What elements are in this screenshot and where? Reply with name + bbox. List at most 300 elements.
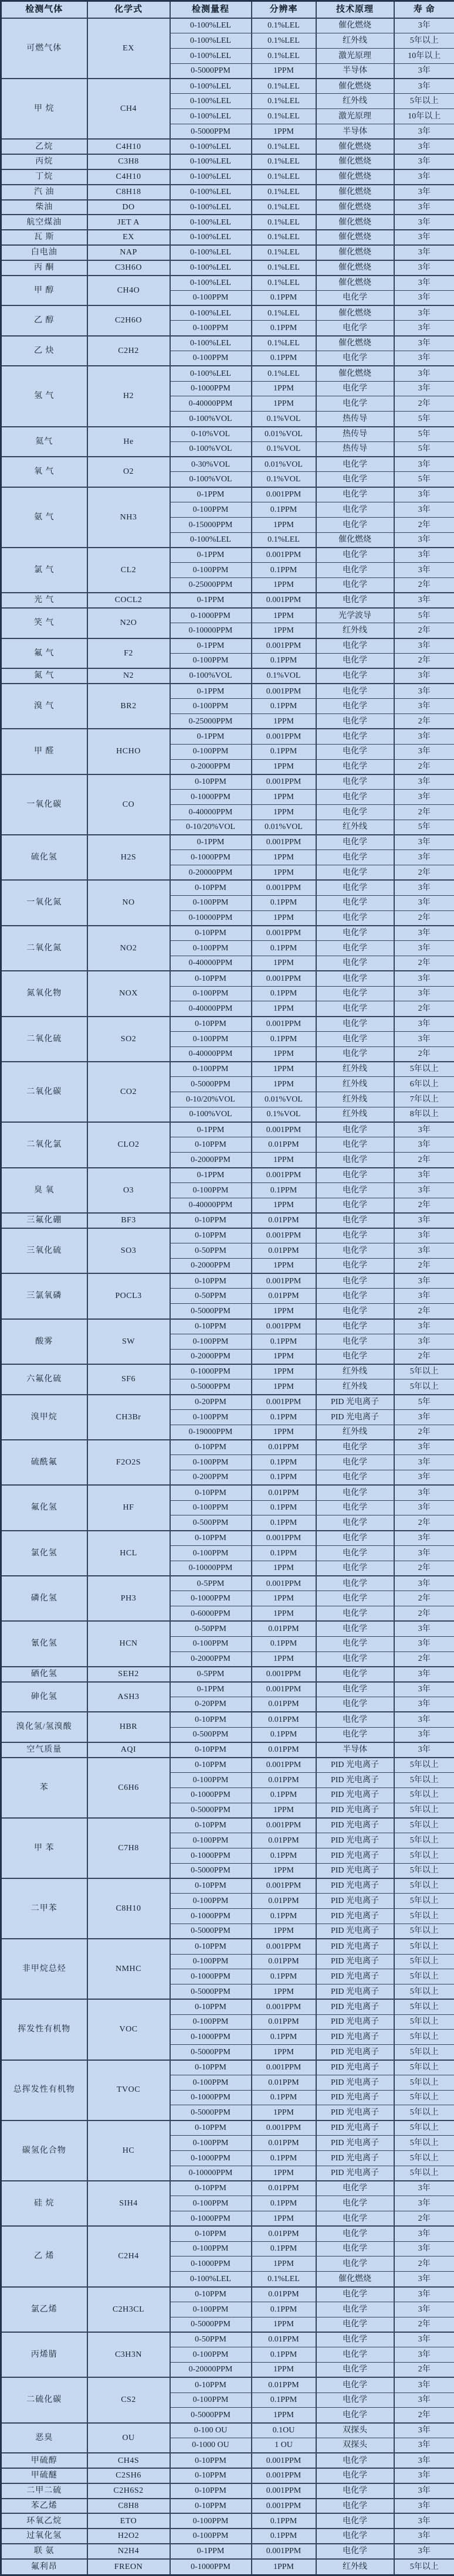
header-resolution: 分辨率 [252, 1, 316, 19]
cell-principle: PID 光电离子 [316, 1409, 394, 1425]
cell-range: 0-5000PPM [170, 1304, 252, 1319]
cell-resolution: 0.1PPM [252, 1787, 316, 1803]
cell-lifespan: 3年 [394, 381, 454, 396]
cell-lifespan: 3年 [394, 245, 454, 260]
cell-resolution: 0.1PPM [252, 2196, 316, 2211]
cell-resolution: 0.001PPM [252, 1667, 316, 1682]
cell-principle: 电化学 [316, 1500, 394, 1515]
cell-principle: 电化学 [316, 895, 394, 910]
cell-range: 0-1PPM [170, 1168, 252, 1183]
cell-chemical-formula: He [87, 427, 170, 457]
table-row [1, 2181, 454, 2196]
cell-chemical-formula: POCL3 [87, 1273, 170, 1318]
cell-principle: 电化学 [316, 2483, 394, 2499]
table-row [1, 366, 454, 381]
cell-chemical-formula: CO2 [87, 1062, 170, 1122]
table-row [1, 2332, 454, 2347]
cell-resolution: 1PPM [252, 1258, 316, 1273]
cell-principle: PID 光电离子 [316, 1803, 394, 1818]
cell-chemical-formula: CS2 [87, 2377, 170, 2422]
cell-lifespan: 2年 [394, 2408, 454, 2423]
cell-range: 0-100PPM [170, 2014, 252, 2030]
cell-range: 0-40000PPM [170, 396, 252, 412]
cell-resolution: 1PPM [252, 714, 316, 729]
cell-lifespan: 5年以上 [394, 2014, 454, 2030]
cell-principle: PID 光电离子 [316, 1395, 394, 1410]
cell-lifespan: 5年以上 [394, 2045, 454, 2060]
cell-principle: 催化燃烧 [316, 366, 394, 381]
cell-principle: 红外线 [316, 1425, 394, 1440]
cell-range: 0-10PPM [170, 1939, 252, 1954]
cell-lifespan: 3年 [394, 63, 454, 79]
cell-range: 0-100PPM [170, 986, 252, 1001]
cell-gas-name: 乙 炔 [1, 336, 87, 366]
cell-gas-name: 挥发性有机物 [1, 1999, 87, 2060]
cell-principle: PID 光电离子 [316, 2030, 394, 2045]
cell-chemical-formula: C7H8 [87, 1818, 170, 1878]
cell-principle: 电化学 [316, 2241, 394, 2256]
cell-chemical-formula: CH4O [87, 276, 170, 306]
cell-range: 0-100%LEL [170, 245, 252, 260]
cell-resolution: 0.001PPM [252, 1999, 316, 2014]
cell-range: 0-10PPM [170, 971, 252, 986]
cell-resolution: 0.1%LEL [252, 169, 316, 185]
table-row [1, 2468, 454, 2483]
cell-resolution: 0.001PPM [252, 548, 316, 563]
cell-principle: PID 光电离子 [316, 1848, 394, 1863]
cell-lifespan: 5年以上 [394, 94, 454, 109]
cell-principle: 电化学 [316, 577, 394, 593]
cell-resolution: 0.01PPM [252, 1243, 316, 1259]
cell-resolution: 1PPM [252, 1591, 316, 1606]
cell-principle: 电化学 [316, 2317, 394, 2332]
cell-lifespan: 3年 [394, 2287, 454, 2302]
cell-lifespan: 3年 [394, 336, 454, 351]
cell-principle: 电化学 [316, 548, 394, 563]
cell-principle: 红外线 [316, 623, 394, 638]
cell-principle: 电化学 [316, 986, 394, 1001]
cell-resolution: 0.1%LEL [252, 109, 316, 124]
cell-lifespan: 3年 [394, 850, 454, 865]
cell-range: 0-25000PPM [170, 714, 252, 729]
cell-principle: 热传导 [316, 441, 394, 457]
cell-lifespan: 2年 [394, 1349, 454, 1364]
cell-lifespan: 5年 [394, 1395, 454, 1410]
cell-resolution: 0.1%LEL [252, 185, 316, 200]
cell-resolution: 1PPM [252, 63, 316, 79]
cell-lifespan: 2年 [394, 2317, 454, 2332]
cell-principle: 电化学 [316, 2196, 394, 2211]
cell-principle: PID 光电离子 [316, 1863, 394, 1878]
cell-resolution: 0.1PPM [252, 1334, 316, 1349]
cell-range: 0-10PPM [170, 1319, 252, 1334]
cell-resolution: 0.1PPM [252, 699, 316, 714]
table-row [1, 336, 454, 351]
cell-lifespan: 3年 [394, 154, 454, 169]
cell-range: 0-10PPM [170, 2483, 252, 2499]
cell-lifespan: 3年 [394, 1455, 454, 1470]
cell-resolution: 0.01PPM [252, 1697, 316, 1712]
cell-principle: PID 光电离子 [316, 2150, 394, 2166]
cell-range: 0-2000PPM [170, 1651, 252, 1667]
cell-chemical-formula: C8H18 [87, 185, 170, 200]
cell-principle: 电化学 [316, 396, 394, 412]
table-row [1, 260, 454, 276]
cell-lifespan: 5年 [394, 427, 454, 442]
cell-principle: 电化学 [316, 2408, 394, 2423]
table-row [1, 638, 454, 654]
cell-principle: 电化学 [316, 1304, 394, 1319]
cell-range: 0-500PPM [170, 1515, 252, 1531]
cell-chemical-formula: ETO [87, 2513, 170, 2529]
cell-lifespan: 3年 [394, 638, 454, 654]
cell-gas-name: 乙 烯 [1, 2226, 87, 2286]
cell-lifespan: 3年 [394, 1485, 454, 1500]
cell-resolution: 1PPM [252, 1304, 316, 1319]
cell-lifespan: 2年 [394, 1561, 454, 1576]
cell-resolution: 1 OU [252, 2438, 316, 2453]
cell-range: 0-100PPM [170, 1031, 252, 1046]
cell-resolution: 1PPM [252, 623, 316, 638]
cell-chemical-formula: SEH2 [87, 1667, 170, 1682]
cell-gas-name: 氟化氢 [1, 1485, 87, 1530]
cell-resolution: 0.001PPM [252, 1576, 316, 1591]
cell-range: 0-5000PPM [170, 1077, 252, 1092]
cell-gas-name: 二氧化氮 [1, 926, 87, 971]
cell-principle: 催化燃烧 [316, 185, 394, 200]
cell-chemical-formula: CH4 [87, 79, 170, 139]
cell-principle: PID 光电离子 [316, 1787, 394, 1803]
cell-principle: 电化学 [316, 699, 394, 714]
cell-range: 0-40000PPM [170, 804, 252, 820]
table-row [1, 200, 454, 215]
cell-lifespan: 2年 [394, 1304, 454, 1319]
cell-chemical-formula: SIH4 [87, 2181, 170, 2226]
cell-lifespan: 5年以上 [394, 1909, 454, 1924]
cell-resolution: 0.1%LEL [252, 366, 316, 381]
table-row [1, 2499, 454, 2514]
cell-principle: 电化学 [316, 1001, 394, 1017]
cell-resolution: 0.1PPM [252, 653, 316, 668]
cell-range: 0-1000PPM [170, 2090, 252, 2105]
cell-chemical-formula: CH3Br [87, 1395, 170, 1440]
cell-principle: PID 光电离子 [316, 2045, 394, 2060]
cell-lifespan: 2年 [394, 865, 454, 881]
cell-gas-name: 二甲二硫 [1, 2483, 87, 2499]
cell-range: 0-20000PPM [170, 2363, 252, 2378]
cell-principle: 电化学 [316, 1228, 394, 1243]
cell-range: 0-100PPM [170, 1954, 252, 1969]
cell-chemical-formula: EX [87, 18, 170, 79]
cell-gas-name: 氦气 [1, 427, 87, 457]
cell-range: 0-100PPM [170, 2196, 252, 2211]
cell-range: 0-10PPM [170, 2181, 252, 2196]
cell-principle: 电化学 [316, 2302, 394, 2317]
cell-lifespan: 3年 [394, 276, 454, 291]
cell-chemical-formula: N2O [87, 608, 170, 638]
cell-principle: 电化学 [316, 1712, 394, 1727]
cell-lifespan: 3年 [394, 532, 454, 548]
cell-range: 0-2000PPM [170, 1153, 252, 1168]
cell-principle: 电化学 [316, 971, 394, 986]
cell-principle: 电化学 [316, 1485, 394, 1500]
cell-range: 0-100%LEL [170, 154, 252, 169]
cell-resolution: 0.01PPM [252, 2014, 316, 2030]
cell-gas-name: 臭 氧 [1, 1168, 87, 1213]
cell-lifespan: 3年 [394, 1168, 454, 1183]
cell-chemical-formula: H2 [87, 366, 170, 426]
cell-principle: 光学波导 [316, 608, 394, 623]
cell-principle: 电化学 [316, 1137, 394, 1153]
cell-resolution: 1PPM [252, 1364, 316, 1379]
cell-lifespan: 3年 [394, 260, 454, 276]
cell-lifespan: 3年 [394, 2377, 454, 2393]
cell-resolution: 0.01%VOL [252, 820, 316, 835]
cell-resolution: 1PPM [252, 2211, 316, 2227]
cell-resolution: 0.1%VOL [252, 441, 316, 457]
cell-range: 0-100%LEL [170, 336, 252, 351]
cell-principle: PID 光电离子 [316, 1939, 394, 1954]
cell-resolution: 0.1PPM [252, 1031, 316, 1046]
cell-principle: 电化学 [316, 351, 394, 366]
cell-gas-name: 溴化氢/氢溴酸 [1, 1712, 87, 1742]
cell-gas-name: 硫酰氟 [1, 1440, 87, 1485]
cell-resolution: 0.1%LEL [252, 2272, 316, 2287]
cell-principle: 电化学 [316, 1470, 394, 1486]
table-row [1, 185, 454, 200]
cell-resolution: 0.1%LEL [252, 18, 316, 33]
cell-lifespan: 3年 [394, 230, 454, 245]
cell-range: 0-10000PPM [170, 2166, 252, 2181]
cell-resolution: 1PPM [252, 1803, 316, 1818]
cell-lifespan: 2年 [394, 1606, 454, 1622]
cell-range: 0-10PPM [170, 1137, 252, 1153]
cell-principle: 电化学 [316, 1455, 394, 1470]
cell-resolution: 0.01PPM [252, 2075, 316, 2090]
cell-resolution: 0.1%LEL [252, 532, 316, 548]
cell-lifespan: 3年 [394, 215, 454, 230]
table-row [1, 2453, 454, 2468]
cell-lifespan: 3年 [394, 1182, 454, 1198]
cell-gas-name: 氟利昂 [1, 2559, 87, 2575]
cell-resolution: 1PPM [252, 1153, 316, 1168]
cell-principle: PID 光电离子 [316, 2136, 394, 2151]
cell-resolution: 0.1PPM [252, 2030, 316, 2045]
cell-gas-name: 丙烯腈 [1, 2332, 87, 2377]
cell-range: 0-10PPM [170, 2287, 252, 2302]
cell-range: 0-10PPM [170, 2499, 252, 2514]
table-row [1, 427, 454, 442]
cell-gas-name: 氯乙烯 [1, 2287, 87, 2332]
cell-range: 0-100%VOL [170, 412, 252, 427]
cell-lifespan: 5年 [394, 608, 454, 623]
cell-range: 0-100%LEL [170, 49, 252, 64]
cell-resolution: 0.001PPM [252, 774, 316, 790]
cell-range: 0-100%LEL [170, 305, 252, 321]
cell-range: 0-5000PPM [170, 2045, 252, 2060]
table-row [1, 835, 454, 850]
cell-gas-name: 一氧化碳 [1, 774, 87, 835]
cell-resolution: 0.1%LEL [252, 154, 316, 169]
cell-principle: 催化燃烧 [316, 260, 394, 276]
cell-resolution: 0.001PPM [252, 593, 316, 608]
cell-resolution: 0.1PPM [252, 2347, 316, 2363]
cell-principle: 电化学 [316, 926, 394, 941]
cell-principle: 电化学 [316, 880, 394, 895]
cell-gas-name: 苯 [1, 1758, 87, 1818]
cell-resolution: 1PPM [252, 2317, 316, 2332]
cell-range: 0-10PPM [170, 1213, 252, 1228]
cell-chemical-formula: H2S [87, 835, 170, 880]
cell-range: 0-30%VOL [170, 457, 252, 472]
cell-lifespan: 5年 [394, 820, 454, 835]
cell-principle: 催化燃烧 [316, 336, 394, 351]
cell-gas-name: 硫化氢 [1, 835, 87, 880]
cell-lifespan: 3年 [394, 774, 454, 790]
cell-principle: 电化学 [316, 2499, 394, 2514]
cell-range: 0-15000PPM [170, 517, 252, 532]
cell-principle: 激光原理 [316, 49, 394, 64]
cell-range: 0-20PPM [170, 1697, 252, 1712]
cell-range: 0-2000PPM [170, 1258, 252, 1273]
cell-chemical-formula: O2 [87, 457, 170, 487]
cell-principle: 催化燃烧 [316, 18, 394, 33]
cell-range: 0-40000PPM [170, 1046, 252, 1062]
cell-principle: 电化学 [316, 1213, 394, 1228]
cell-lifespan: 2年 [394, 1651, 454, 1667]
cell-principle: 电化学 [316, 804, 394, 820]
cell-lifespan: 3年 [394, 2393, 454, 2408]
cell-gas-name: 甲硫醇 [1, 2453, 87, 2468]
cell-resolution: 0.1%LEL [252, 245, 316, 260]
cell-lifespan: 3年 [394, 2226, 454, 2241]
cell-principle: 电化学 [316, 1515, 394, 1531]
cell-chemical-formula: HCHO [87, 729, 170, 774]
table-row [1, 154, 454, 169]
cell-chemical-formula: F2 [87, 638, 170, 669]
table-row [1, 593, 454, 608]
table-row [1, 1621, 454, 1636]
cell-principle: 催化燃烧 [316, 276, 394, 291]
cell-principle: 电化学 [316, 1182, 394, 1198]
cell-range: 0-10000PPM [170, 1561, 252, 1576]
cell-lifespan: 5年以上 [394, 1062, 454, 1077]
cell-range: 0-1PPM [170, 487, 252, 502]
cell-lifespan: 5年以上 [394, 1894, 454, 1909]
cell-principle: 电化学 [316, 2529, 394, 2544]
table-row [1, 2513, 454, 2529]
cell-principle: 电化学 [316, 759, 394, 774]
cell-resolution: 0.1PPM [252, 290, 316, 305]
cell-range: 0-10PPM [170, 774, 252, 790]
table-row [1, 608, 454, 623]
cell-resolution: 1PPM [252, 865, 316, 881]
cell-lifespan: 3年 [394, 1122, 454, 1137]
cell-chemical-formula: CL2 [87, 548, 170, 593]
cell-range: 0-100%LEL [170, 200, 252, 215]
cell-range: 0-10PPM [170, 2377, 252, 2393]
cell-principle: 红外线 [316, 1364, 394, 1379]
cell-resolution: 0.1%LEL [252, 200, 316, 215]
cell-range: 0-100PPM [170, 1833, 252, 1848]
cell-lifespan: 3年 [394, 1727, 454, 1742]
cell-lifespan: 10年以上 [394, 49, 454, 64]
cell-principle: PID 光电离子 [316, 1923, 394, 1939]
cell-range: 0-100%LEL [170, 260, 252, 276]
cell-resolution: 0.001PPM [252, 2453, 316, 2468]
cell-range: 0-100PPM [170, 1062, 252, 1077]
table-row [1, 2423, 454, 2438]
cell-chemical-formula: PH3 [87, 1576, 170, 1621]
cell-range: 0-100PPM [170, 941, 252, 956]
cell-principle: 电化学 [316, 653, 394, 668]
cell-gas-name: 瓦 斯 [1, 230, 87, 245]
cell-resolution: 1PPM [252, 381, 316, 396]
cell-principle: 电化学 [316, 638, 394, 654]
cell-resolution: 1PPM [252, 1425, 316, 1440]
cell-range: 0-1000PPM [170, 2030, 252, 2045]
cell-chemical-formula: NOX [87, 971, 170, 1016]
cell-chemical-formula: JET A [87, 215, 170, 230]
cell-gas-name: 乙烷 [1, 139, 87, 154]
cell-range: 0-1PPM [170, 835, 252, 850]
cell-resolution: 0.001PPM [252, 684, 316, 699]
cell-resolution: 0.01PPM [252, 1289, 316, 1304]
cell-lifespan: 3年 [394, 2347, 454, 2363]
cell-lifespan: 3年 [394, 593, 454, 608]
cell-range: 0-2000PPM [170, 759, 252, 774]
table-row [1, 1878, 454, 1894]
table-row [1, 684, 454, 699]
table-row [1, 2377, 454, 2393]
cell-chemical-formula: SO2 [87, 1017, 170, 1062]
cell-resolution: 1PPM [252, 1606, 316, 1622]
cell-lifespan: 5年以上 [394, 1379, 454, 1395]
cell-principle: PID 光电离子 [316, 1818, 394, 1833]
table-row [1, 1213, 454, 1228]
cell-principle: PID 光电离子 [316, 2105, 394, 2120]
cell-resolution: 0.1%VOL [252, 412, 316, 427]
cell-resolution: 0.001PPM [252, 2060, 316, 2075]
cell-principle: 电化学 [316, 2377, 394, 2393]
cell-gas-name: 总挥发性有机物 [1, 2060, 87, 2120]
cell-lifespan: 3年 [394, 18, 454, 33]
cell-range: 0-1PPM [170, 729, 252, 744]
cell-principle: 电化学 [316, 1273, 394, 1289]
cell-lifespan: 5年 [394, 472, 454, 487]
cell-range: 0-100 OU [170, 2423, 252, 2438]
cell-range: 0-100PPM [170, 2241, 252, 2256]
cell-lifespan: 3年 [394, 2332, 454, 2347]
cell-resolution: 0.1PPM [252, 2150, 316, 2166]
cell-range: 0-2000PPM [170, 1349, 252, 1364]
table-row [1, 2287, 454, 2302]
cell-principle: 电化学 [316, 487, 394, 502]
cell-resolution: 0.001PPM [252, 971, 316, 986]
cell-gas-name: 光 气 [1, 593, 87, 608]
cell-range: 0-10/20%VOL [170, 1092, 252, 1107]
cell-lifespan: 5年 [394, 441, 454, 457]
cell-range: 0-10PPM [170, 1878, 252, 1894]
cell-chemical-formula: NH3 [87, 487, 170, 548]
cell-lifespan: 3年 [394, 1440, 454, 1455]
cell-chemical-formula: N2H4 [87, 2544, 170, 2559]
cell-lifespan: 3年 [394, 1470, 454, 1486]
cell-lifespan: 3年 [394, 1621, 454, 1636]
cell-principle: 电化学 [316, 1440, 394, 1455]
cell-lifespan: 5年以上 [394, 2166, 454, 2181]
cell-resolution: 0.1%LEL [252, 79, 316, 94]
